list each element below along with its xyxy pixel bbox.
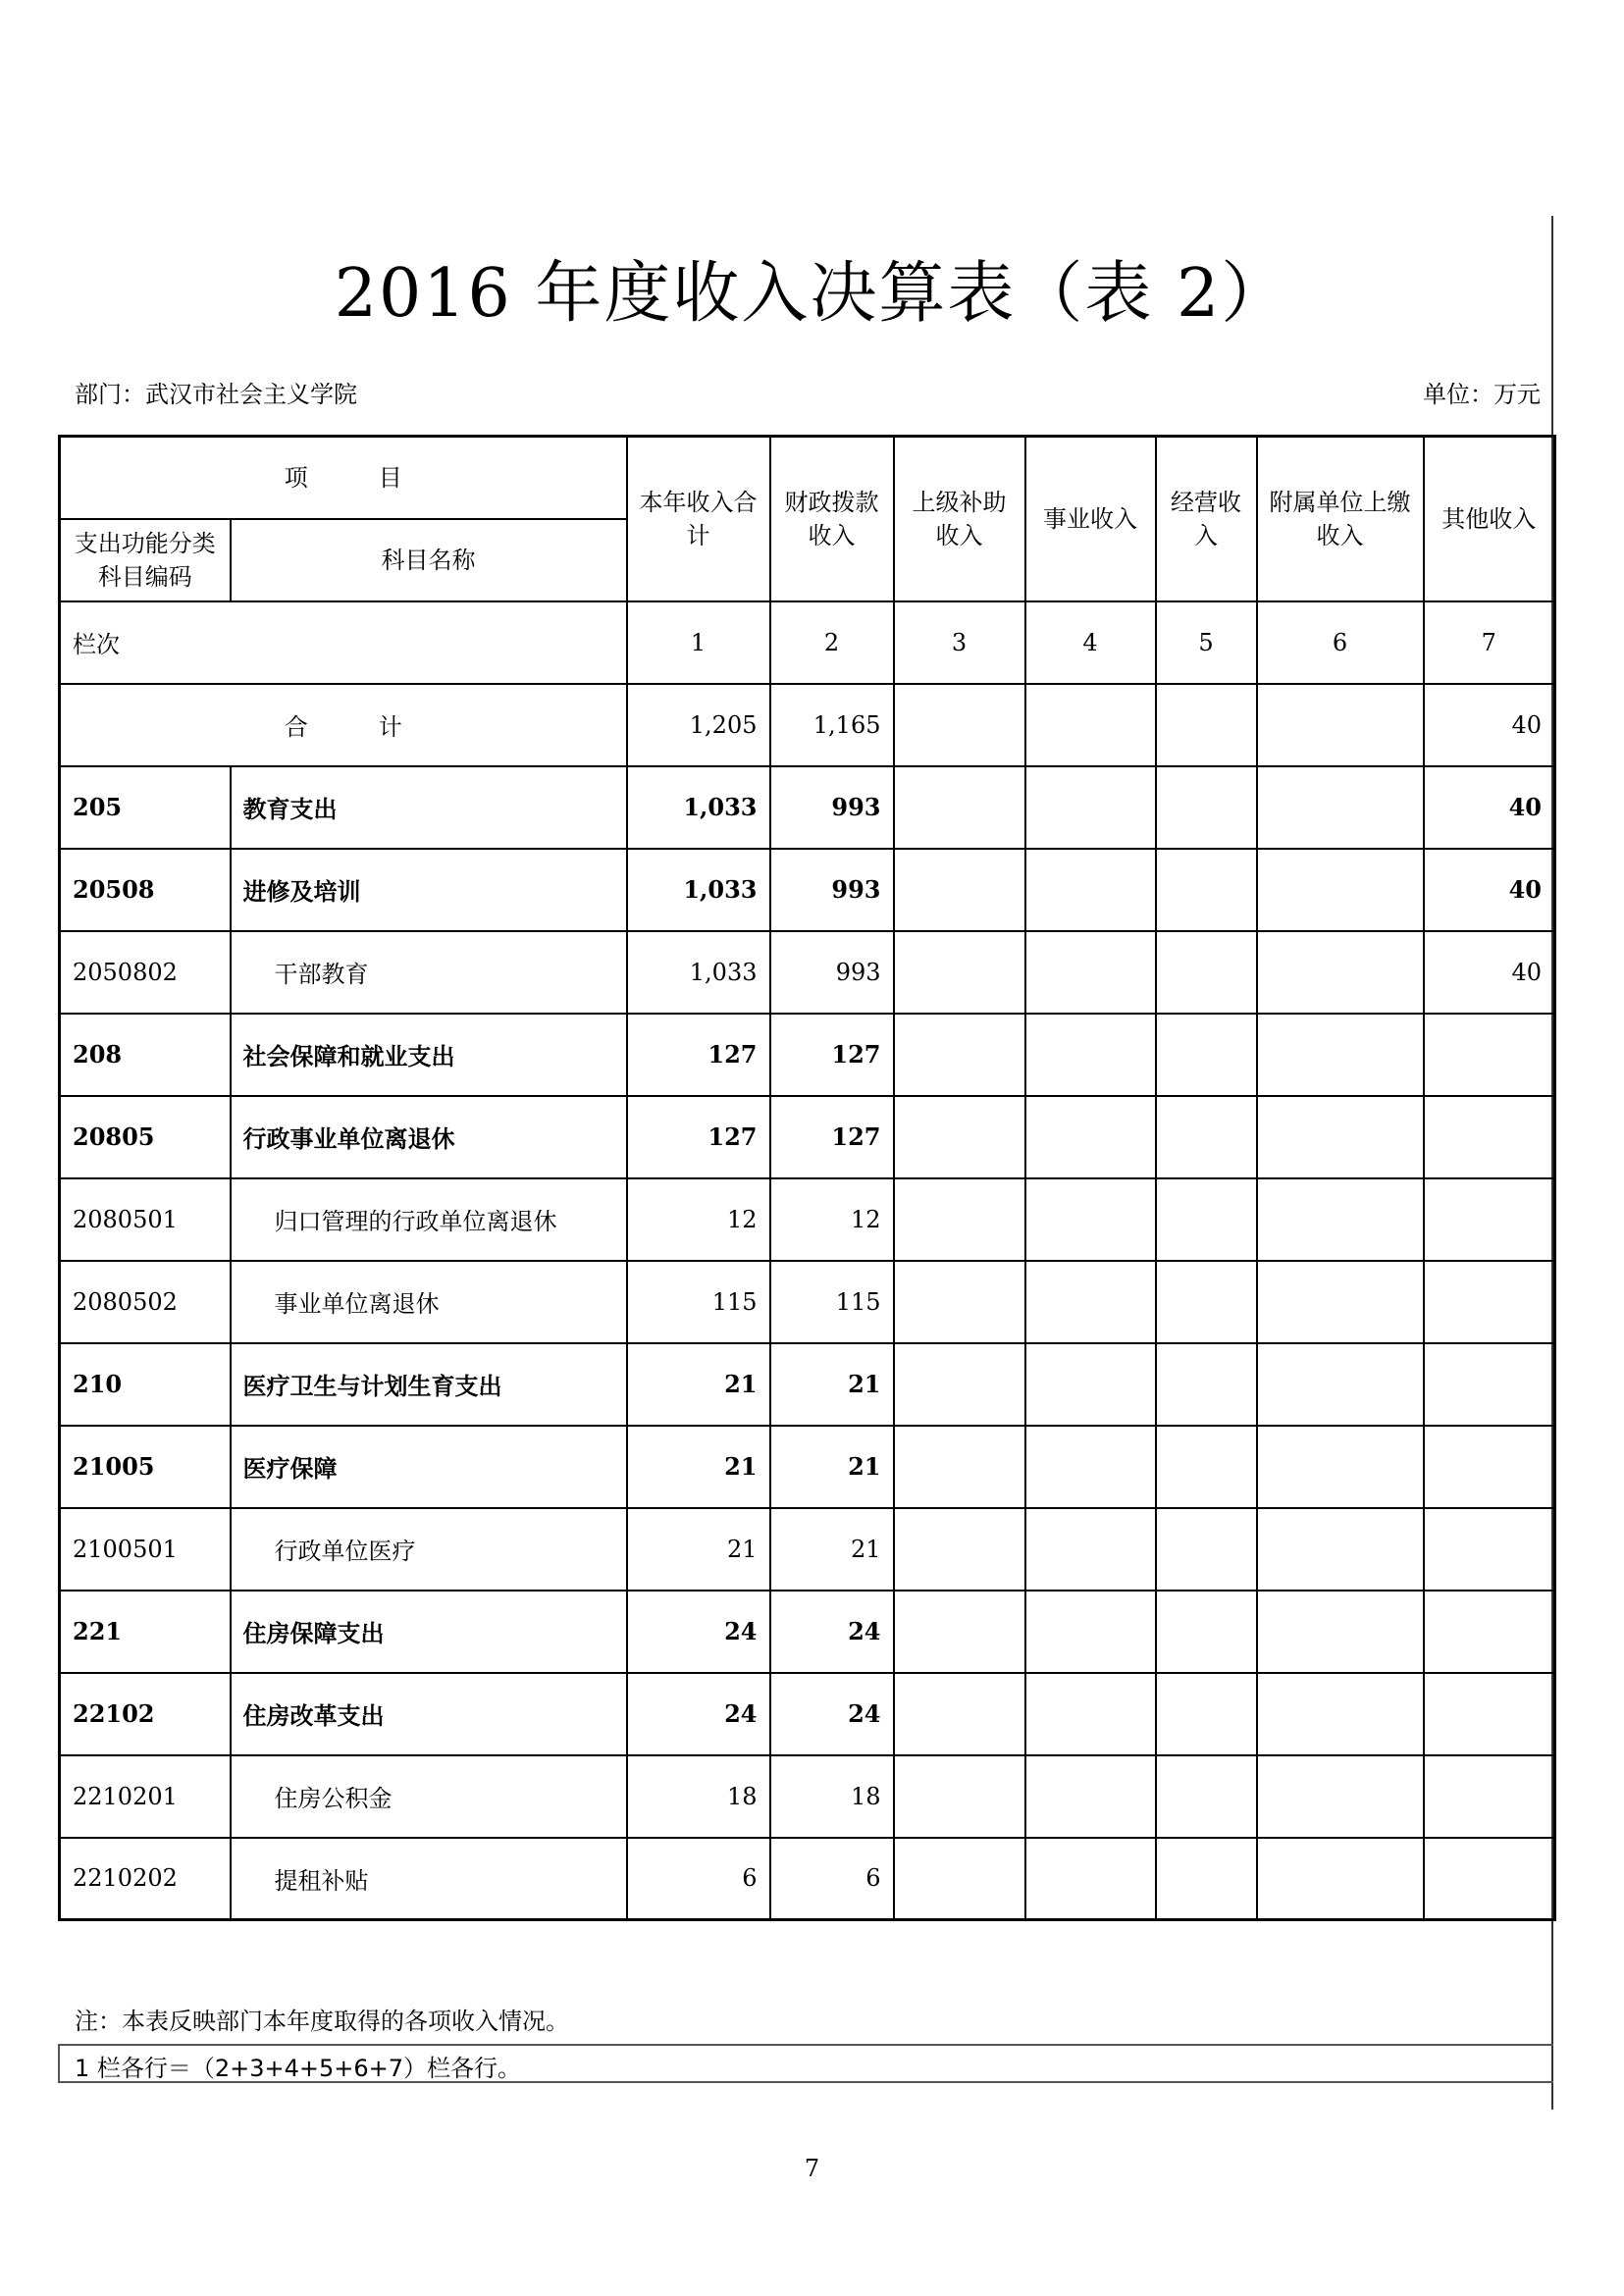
- total-value: 1,205: [627, 684, 770, 766]
- header-col-3: 上级补助收入: [894, 437, 1025, 601]
- row-value: 1,033: [627, 766, 770, 849]
- row-name: 教育支出: [231, 766, 627, 849]
- row-code: 2050802: [60, 931, 231, 1014]
- row-value: 127: [627, 1014, 770, 1096]
- column-number: 6: [1257, 601, 1424, 684]
- row-value: [1424, 1673, 1555, 1755]
- row-value: [1257, 1178, 1424, 1261]
- income-table: [58, 435, 1556, 1921]
- row-value: [1156, 1508, 1257, 1591]
- header-name: 科目名称: [231, 519, 627, 601]
- row-code: 210: [60, 1343, 231, 1426]
- row-value: 115: [770, 1261, 894, 1343]
- row-value: [1156, 1838, 1257, 1920]
- row-value: [1025, 1673, 1156, 1755]
- table-row: [60, 1261, 1555, 1343]
- row-value: [1156, 1014, 1257, 1096]
- total-value: [1257, 684, 1424, 766]
- row-name: 医疗卫生与计划生育支出: [231, 1343, 627, 1426]
- row-value: 24: [770, 1591, 894, 1673]
- row-value: 21: [770, 1343, 894, 1426]
- row-name: 医疗保障: [231, 1426, 627, 1508]
- total-value: [1025, 684, 1156, 766]
- row-value: 1,033: [627, 849, 770, 931]
- row-value: 993: [770, 849, 894, 931]
- table-row: [60, 1508, 1555, 1591]
- row-value: [1025, 1426, 1156, 1508]
- table-row: [60, 1014, 1555, 1096]
- row-value: [1025, 766, 1156, 849]
- total-value: [1156, 684, 1257, 766]
- row-code: 22102: [60, 1673, 231, 1755]
- row-value: [1257, 766, 1424, 849]
- table-row: [60, 1096, 1555, 1178]
- row-name: 社会保障和就业支出: [231, 1014, 627, 1096]
- header-code: 支出功能分类科目编码: [60, 519, 231, 601]
- row-value: [1025, 1508, 1156, 1591]
- row-value: [1257, 1838, 1424, 1920]
- row-value: [1424, 1343, 1555, 1426]
- row-value: [1424, 1838, 1555, 1920]
- row-code: 2210201: [60, 1755, 231, 1838]
- table-row: [60, 931, 1555, 1014]
- row-value: 21: [770, 1426, 894, 1508]
- row-code: 2080501: [60, 1178, 231, 1261]
- row-value: [1025, 1178, 1156, 1261]
- row-value: 127: [627, 1096, 770, 1178]
- row-value: 6: [627, 1838, 770, 1920]
- row-value: [1257, 1591, 1424, 1673]
- row-code: 21005: [60, 1426, 231, 1508]
- total-value: [894, 684, 1025, 766]
- table-row: [60, 1426, 1555, 1508]
- table-row: [60, 1838, 1555, 1920]
- table-row: [60, 766, 1555, 849]
- row-value: 40: [1424, 849, 1555, 931]
- row-value: 24: [770, 1673, 894, 1755]
- row-name: 行政单位医疗: [231, 1508, 627, 1591]
- row-value: [1025, 849, 1156, 931]
- row-name: 住房改革支出: [231, 1673, 627, 1755]
- row-code: 205: [60, 766, 231, 849]
- row-value: 21: [627, 1508, 770, 1591]
- column-number: 3: [894, 601, 1025, 684]
- row-value: [1257, 1508, 1424, 1591]
- row-value: [1257, 1261, 1424, 1343]
- row-value: 1,033: [627, 931, 770, 1014]
- row-value: [1025, 931, 1156, 1014]
- header-col-4: 事业收入: [1025, 437, 1156, 601]
- row-value: [894, 1838, 1025, 1920]
- row-value: [1156, 931, 1257, 1014]
- row-name: 行政事业单位离退休: [231, 1096, 627, 1178]
- row-value: [1025, 1096, 1156, 1178]
- row-value: 21: [627, 1426, 770, 1508]
- column-number: 5: [1156, 601, 1257, 684]
- row-name: 住房保障支出: [231, 1591, 627, 1673]
- row-value: 40: [1424, 766, 1555, 849]
- row-value: 18: [627, 1755, 770, 1838]
- total-value: 40: [1424, 684, 1555, 766]
- row-value: [894, 931, 1025, 1014]
- row-value: [1025, 1591, 1156, 1673]
- row-name: 住房公积金: [231, 1755, 627, 1838]
- row-value: [1156, 1591, 1257, 1673]
- row-value: [1257, 1096, 1424, 1178]
- row-value: [1424, 1426, 1555, 1508]
- row-code: 2210202: [60, 1838, 231, 1920]
- header-col-2: 财政拨款收入: [770, 437, 894, 601]
- row-code: 20805: [60, 1096, 231, 1178]
- row-value: [1025, 1838, 1156, 1920]
- row-value: [1025, 1014, 1156, 1096]
- row-value: [894, 766, 1025, 849]
- row-name: 提租补贴: [231, 1838, 627, 1920]
- row-value: [1424, 1178, 1555, 1261]
- row-value: [1424, 1755, 1555, 1838]
- row-value: 127: [770, 1014, 894, 1096]
- row-value: [1025, 1343, 1156, 1426]
- row-name: 进修及培训: [231, 849, 627, 931]
- column-number: 2: [770, 601, 894, 684]
- row-name: 归口管理的行政单位离退休: [231, 1178, 627, 1261]
- column-number: 1: [627, 601, 770, 684]
- row-value: 127: [770, 1096, 894, 1178]
- header-col-5: 经营收入: [1156, 437, 1257, 601]
- row-value: 993: [770, 931, 894, 1014]
- row-value: [1257, 931, 1424, 1014]
- row-value: [1156, 1178, 1257, 1261]
- row-value: 40: [1424, 931, 1555, 1014]
- row-value: 21: [770, 1508, 894, 1591]
- column-number: 7: [1424, 601, 1555, 684]
- row-value: [1424, 1014, 1555, 1096]
- table-row: [60, 849, 1555, 931]
- row-value: 24: [627, 1591, 770, 1673]
- row-value: [894, 1261, 1025, 1343]
- row-value: [1025, 1261, 1156, 1343]
- header-col-7: 其他收入: [1424, 437, 1555, 601]
- table-row: [60, 1178, 1555, 1261]
- row-name: 干部教育: [231, 931, 627, 1014]
- header-col-1: 本年收入合计: [627, 437, 770, 601]
- row-code: 20508: [60, 849, 231, 931]
- row-code: 2080502: [60, 1261, 231, 1343]
- row-value: [894, 1591, 1025, 1673]
- row-value: [894, 1178, 1025, 1261]
- row-value: 6: [770, 1838, 894, 1920]
- row-value: [1424, 1508, 1555, 1591]
- row-value: [894, 1755, 1025, 1838]
- page-number: 7: [804, 2155, 820, 2182]
- row-value: [894, 849, 1025, 931]
- table-row: [60, 1755, 1555, 1838]
- row-value: [894, 1508, 1025, 1591]
- header-col-6: 附属单位上缴收入: [1257, 437, 1424, 601]
- note-1: 注：本表反映部门本年度取得的各项收入情况。: [75, 2008, 569, 2035]
- row-value: 18: [770, 1755, 894, 1838]
- header-project: 项 目: [60, 437, 627, 519]
- table-row: [60, 1591, 1555, 1673]
- row-value: [1257, 1014, 1424, 1096]
- row-value: [1156, 766, 1257, 849]
- row-value: 12: [627, 1178, 770, 1261]
- row-value: [894, 1673, 1025, 1755]
- unit-label: 单位：万元: [1423, 381, 1541, 408]
- column-number-label: 栏次: [60, 601, 627, 684]
- row-value: 21: [627, 1343, 770, 1426]
- department-label: 部门：武汉市社会主义学院: [75, 381, 357, 408]
- row-code: 2100501: [60, 1508, 231, 1591]
- total-label: 合 计: [60, 684, 627, 766]
- column-number: 4: [1025, 601, 1156, 684]
- row-code: 221: [60, 1591, 231, 1673]
- row-value: 115: [627, 1261, 770, 1343]
- row-value: [894, 1426, 1025, 1508]
- row-value: [894, 1096, 1025, 1178]
- row-value: [1257, 1755, 1424, 1838]
- row-value: [1156, 1343, 1257, 1426]
- note-2: 1 栏各行＝（2+3+4+5+6+7）栏各行。: [75, 2055, 522, 2082]
- row-value: [1156, 1673, 1257, 1755]
- row-code: 208: [60, 1014, 231, 1096]
- row-value: [1424, 1591, 1555, 1673]
- row-name: 事业单位离退休: [231, 1261, 627, 1343]
- row-value: [1257, 849, 1424, 931]
- total-value: 1,165: [770, 684, 894, 766]
- row-value: 12: [770, 1178, 894, 1261]
- row-value: [1257, 1426, 1424, 1508]
- row-value: 24: [627, 1673, 770, 1755]
- row-value: [894, 1014, 1025, 1096]
- table-row: [60, 1343, 1555, 1426]
- row-value: 993: [770, 766, 894, 849]
- row-value: [1424, 1096, 1555, 1178]
- row-value: [1257, 1343, 1424, 1426]
- row-value: [1156, 1426, 1257, 1508]
- table-row: [60, 1673, 1555, 1755]
- row-value: [894, 1343, 1025, 1426]
- row-value: [1257, 1673, 1424, 1755]
- page-title: 2016 年度收入决算表（表 2）: [334, 255, 1290, 333]
- row-value: [1156, 1755, 1257, 1838]
- row-value: [1156, 849, 1257, 931]
- row-value: [1156, 1096, 1257, 1178]
- row-value: [1025, 1755, 1156, 1838]
- row-value: [1156, 1261, 1257, 1343]
- row-value: [1424, 1261, 1555, 1343]
